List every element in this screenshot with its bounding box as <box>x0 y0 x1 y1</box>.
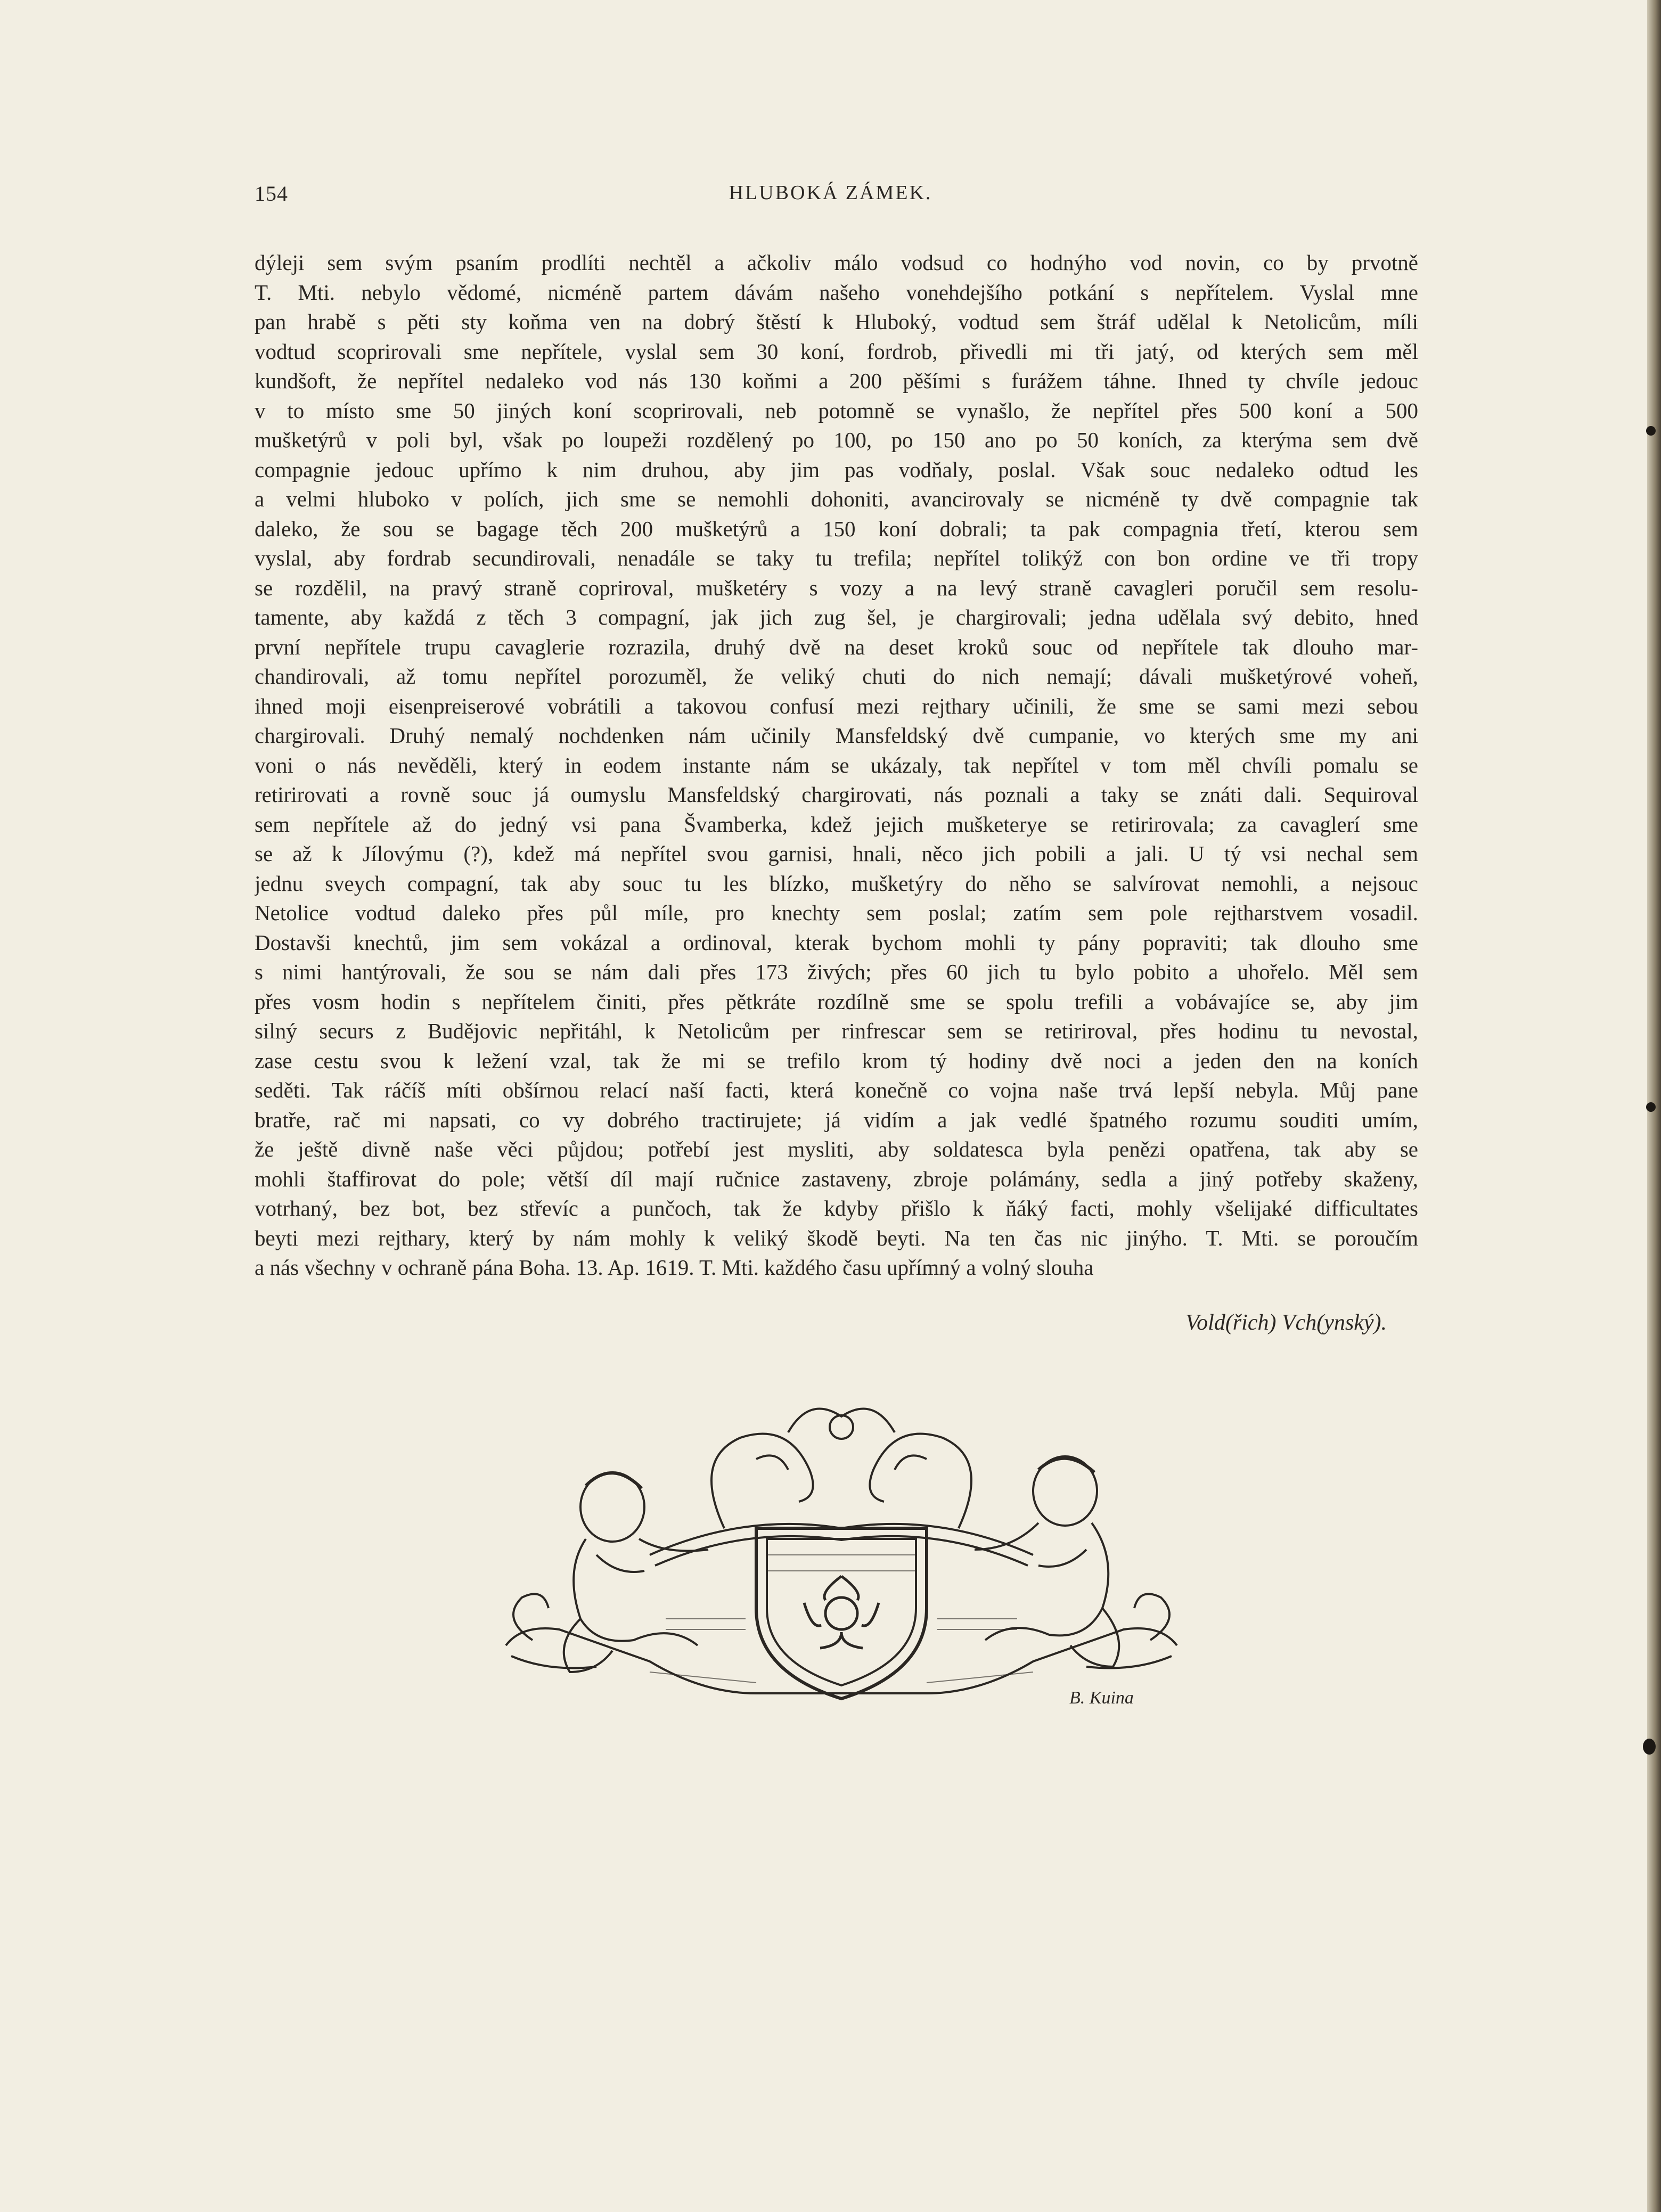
running-head: HLUBOKÁ ZÁMEK. <box>729 182 932 204</box>
text-line: Dostavši knechtů, jim sem vokázal a ordinoval, kterak bychom mohli ty pány popraviti; tak dlouho sme <box>255 930 1418 955</box>
text-line: v to místo sme 50 jiných koní scoprirovali, neb potomně se vynašlo, že nepřítel přes 500 koní a 500 <box>255 398 1418 423</box>
text-line: T. Mti. nebylo vědomé, nicméně partem dávám našeho vonehdejšího potkání s nepřítelem. Vyslal mne <box>255 280 1418 305</box>
body-text <box>255 248 1418 1283</box>
text-line: Netolice vodtud daleko přes půl míle, pro knechty sem poslal; zatím sem pole rejtharstvem vosadil. <box>255 900 1418 925</box>
text-line: tamente, aby každá z těch 3 compagní, jak jich zug šel, je chargirovali; jedna udělala svý debito, hned <box>255 605 1418 629</box>
binding-mark <box>1643 1739 1656 1755</box>
text-line: pan hrabě s pěti sty koňma ven na dobrý štěstí k Hluboký, vodtud sem štráf udělal k Netolicům, míli <box>255 309 1418 334</box>
text-line: bratře, rač mi napsati, co vy dobrého tractirujete; já vidím a jak vedlé špatného rozumu souditi umím, <box>255 1107 1418 1132</box>
text-line: chargirovali. Druhý nemalý nochdenken nám učinily Mansfeldský dvě cumpanie, vo kterých sme my ani <box>255 723 1418 748</box>
text-line: mohli štaffirovat do pole; větší díl mají ručnice zastaveny, zbroje polámány, sedla a jiný potřeby skaženy, <box>255 1166 1418 1191</box>
text-line: seděti. Tak ráčíš míti obšírnou relací naší facti, která konečně co vojna naše trvá lepší nebyla. Můj pane <box>255 1078 1418 1102</box>
text-line: první nepřítele trupu cavaglerie rozrazila, druhý dvě na deset kroků souc od nepřítele tak dlouho mar- <box>255 634 1418 659</box>
binding-mark <box>1646 1102 1656 1112</box>
text-line: beyti mezi rejthary, který by nám mohly k veliký škodě beyti. Na ten čas nic jinýho. T. Mti. se poroučím <box>255 1225 1418 1250</box>
artist-signature: B. Kuina <box>1069 1688 1134 1708</box>
text-line: compagnie jedouc upřímo k nim druhou, aby jim pas vodňaly, poslal. Však souc nedaleko odtud les <box>255 457 1418 482</box>
text-line: chandirovali, až tomu nepřítel porozuměl, že veliký chuti do nich nemají; dávali mušketýrové voheň, <box>255 664 1418 689</box>
text-line: se až k Jílovýmu (?), kdež má nepřítel svou garnisi, hnali, něco jich pobili a jali. U tý vsi nechal sem <box>255 841 1418 866</box>
text-line: ihned moji eisenpreiserové vobrátili a takovou confusí mezi rejthary učinili, že sme se sami mezi sebou <box>255 693 1418 718</box>
text-line: s nimi hantýrovali, že sou se nám dali přes 173 živých; přes 60 jich tu bylo pobito a uhořelo. Měl sem <box>255 960 1418 984</box>
text-line: votrhaný, bez bot, bez střevíc a punčoch, tak že kdyby přišlo k ňáký facti, mohly všelijaké difficultates <box>255 1196 1418 1220</box>
coat-of-arms-with-cherubs-icon <box>490 1395 1193 1725</box>
text-line: jednu sveych compagní, tak aby souc tu les blízko, mušketýry do něho se salvírovat nemohli, a nejsouc <box>255 871 1418 896</box>
binding-mark <box>1646 426 1656 436</box>
text-line: daleko, že sou se bagage těch 200 mušketýrů a 150 koní dobrali; ta pak compagnia třetí, kterou sem <box>255 516 1418 541</box>
text-line: retirirovati a rovně souc já oumyslu Mansfeldský chargirovati, nás poznali a taky se znáti dali. Sequiroval <box>255 782 1418 807</box>
text-line: a velmi hluboko v polích, jich sme se nemohli dohoniti, avancirovaly se nicméně ty dvě compagnie tak <box>255 487 1418 511</box>
text-line: zase cestu svou k ležení vzal, tak že mi se trefilo krom tý hodiny dvě noci a jeden den na koních <box>255 1048 1418 1073</box>
page-header <box>255 181 1406 213</box>
text-line: mušketýrů v poli byl, však po loupeži rozdělený po 100, po 150 ano po 50 koních, za kterýma sem dvě <box>255 428 1418 452</box>
text-line: sem nepřítele až do jedný vsi pana Švamberka, kdež jejich mušketerye se retirirovala; za cavaglerí sme <box>255 812 1418 837</box>
text-line: kundšoft, že nepřítel nedaleko vod nás 130 koňmi a 200 pěšími s furážem táhne. Ihned ty chvíle jedouc <box>255 368 1418 393</box>
text-line: vyslal, aby fordrab secundirovali, nenadále se taky tu trefila; nepřítel tolikýž con bon ordine ve tři tropy <box>255 546 1418 570</box>
text-line: voni o nás nevěděli, který in eodem instante nám se ukázaly, tak nepřítel v tom měl chvíli pomalu se <box>255 752 1418 777</box>
text-line: přes vosm hodin s nepřítelem činiti, přes pětkráte rozdílně sme se spolu trefili a vobávajíce se, aby jim <box>255 989 1418 1014</box>
text-line: že ještě divně naše věci půjdou; potřebí jest mysliti, aby soldatesca byla penězi opatřena, tak aby se <box>255 1137 1418 1161</box>
text-line: vodtud scoprirovali sme nepřítele, vyslal sem 30 koní, fordrob, přivedli mi tři jatý, od kterých sem měl <box>255 339 1418 364</box>
letter-signature: Vold(řich) Vch(ynský). <box>1185 1310 1387 1335</box>
text-line: dýleji sem svým psaním prodlíti nechtěl a ačkoliv málo vodsud co hodnýho vod novin, co by prvotně <box>255 250 1418 275</box>
text-line: se rozdělil, na pravý straně copriroval, mušketéry s vozy a na levý straně cavagleri poručil sem resolu- <box>255 575 1418 600</box>
page-number: 154 <box>255 182 288 206</box>
text-line: a nás všechny v ochraně pána Boha. 13. Ap. 1619. T. Mti. každého času upřímný a volný slouha <box>255 1255 1094 1280</box>
text-line: silný securs z Budějovic nepřitáhl, k Netolicům per rinfrescar sem se retiriroval, přes hodinu tu nevostal, <box>255 1019 1418 1043</box>
